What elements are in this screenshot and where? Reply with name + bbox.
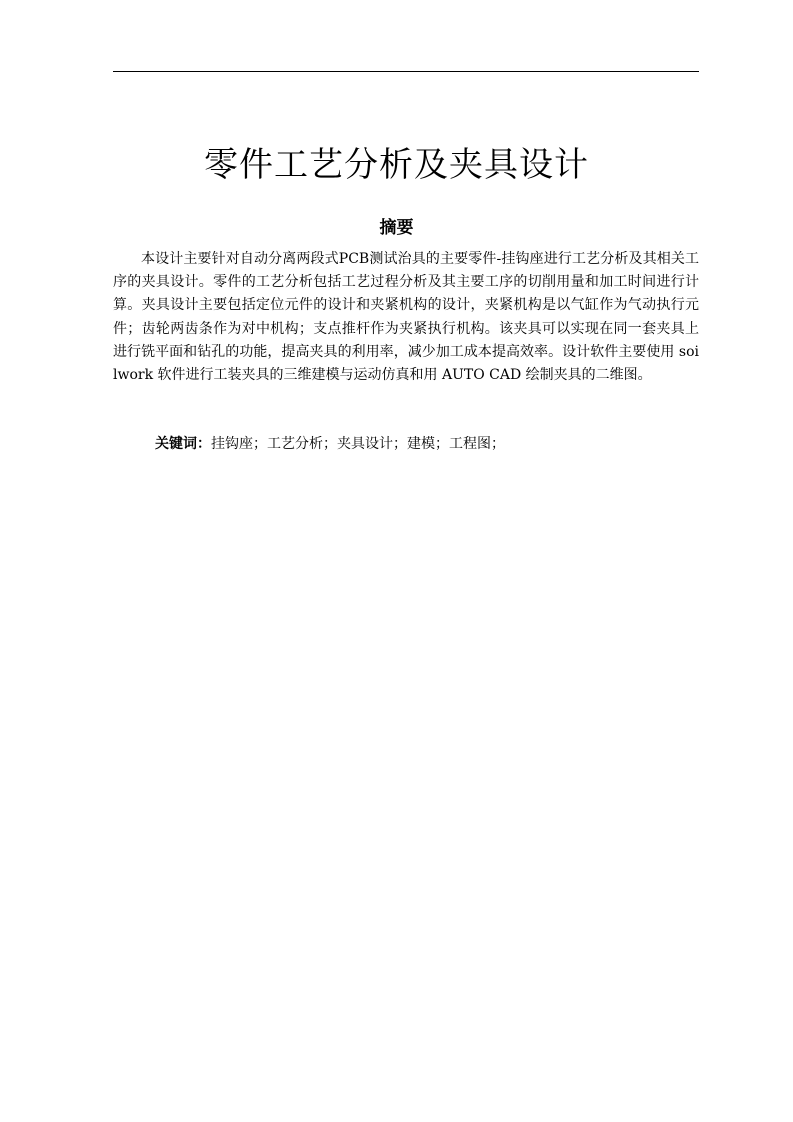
keywords-line [113, 433, 699, 456]
keywords-label: 关键词： [155, 436, 211, 452]
keywords-text: 挂钩座；工艺分析；夹具设计；建模；工程图； [211, 436, 505, 452]
abstract-heading: 摘要 [379, 218, 414, 238]
abstract-paragraph: 本设计主要针对自动分离两段式PCB测试治具的主要零件-挂钩座进行工艺分析及其相关工序的夹具设计。零件的工艺分析包括工艺过程分析及其主要工序的切削用量和加工时间进行计算。夹具设计主要包括定位元件的设计和夹紧机构的设计，夹紧机构是以气缸作为气动执行元件；齿轮两齿条作为对中机构；支点推杆作为夹紧执行机构。该夹具可以实现在同一套夹具上进行铣平面和钻孔的功能，提高夹具的利用率，减少加工成本提高效率。设计软件主要使用 soilwork 软件进行工装夹具的三维建模与运动仿真和用 AUTO CAD 绘制夹具的二维图。 [113, 251, 699, 384]
document-title: 零件工艺分析及夹具设计 [204, 145, 589, 185]
header-rule [113, 71, 699, 72]
